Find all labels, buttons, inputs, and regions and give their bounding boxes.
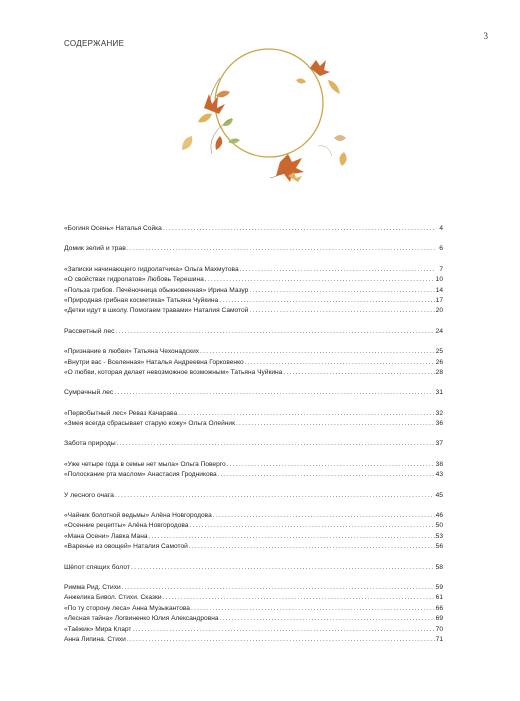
toc-entry-page: 20 (435, 307, 443, 315)
toc-entry[interactable] (64, 275, 443, 285)
toc-section (64, 265, 443, 317)
toc-section (64, 563, 443, 573)
toc-entry-title: «Лесная тайна» Логвиненко Юлия Александровна (64, 615, 219, 623)
toc-entry[interactable] (64, 614, 443, 624)
toc-dot-leader (240, 265, 436, 275)
toc-section (64, 511, 443, 553)
toc-entry-title: Анжелика Бивол. Стихи. Сказки (64, 594, 162, 602)
toc-entry-page: 17 (435, 296, 443, 304)
toc-entry-page: 14 (435, 286, 443, 294)
toc-entry-page: 70 (435, 625, 443, 633)
toc-entry[interactable] (64, 358, 443, 368)
page-number: 3 (483, 31, 488, 41)
toc-entry-page: 25 (435, 348, 443, 356)
toc-section (64, 583, 443, 645)
page-heading: СОДЕРЖАНИЕ (64, 39, 125, 48)
toc-dot-leader (245, 358, 435, 368)
toc-entry[interactable] (64, 521, 443, 531)
toc-dot-leader (218, 470, 435, 480)
toc-entry-title: Забота природы (64, 440, 116, 448)
toc-entry-title: Сумрачный лес (64, 389, 114, 397)
toc-dot-leader (227, 460, 435, 470)
toc-entry[interactable] (64, 419, 443, 429)
toc-entry[interactable] (64, 286, 443, 296)
toc-entry-title: «Таёжик» Мира Кларт (64, 625, 132, 633)
toc-section-heading[interactable] (64, 563, 443, 573)
leaf-cluster-left (182, 78, 240, 154)
toc-entry-title: «Богиня Осень» Наталья Сойка (64, 225, 162, 232)
toc-dot-leader (149, 532, 435, 542)
toc-section (64, 409, 443, 430)
toc-entry-title: «Полоскание рта маслом» Анастасия Гродникова (64, 471, 217, 479)
toc-dot-leader (219, 296, 434, 306)
toc-entry-title: «Первобытный лес» Реваз Качарава (64, 409, 178, 417)
toc-dot-leader (163, 593, 435, 603)
toc-entry-page: 4 (439, 225, 443, 232)
toc-section-heading[interactable] (64, 439, 443, 449)
toc-dot-leader (127, 244, 436, 254)
toc-entry-title: «О свойствах гидролатов» Любовь Терешина (64, 276, 204, 284)
toc-entry-page: 32 (435, 409, 443, 417)
toc-entry-page: 66 (435, 604, 443, 612)
toc-entry[interactable] (64, 296, 443, 306)
toc-entry-page: 26 (435, 358, 443, 366)
toc-entry[interactable] (64, 265, 443, 275)
toc-entry-title: Римма Рид. Стихи (64, 583, 121, 591)
toc-section (64, 491, 443, 501)
toc-section-heading[interactable] (64, 244, 443, 254)
toc-section (64, 388, 443, 398)
toc-dot-leader (122, 583, 435, 593)
toc-dot-leader (127, 635, 435, 645)
toc-dot-leader (249, 306, 434, 316)
toc-entry[interactable] (64, 583, 443, 593)
toc-section (64, 244, 443, 254)
toc-entry-title: «Признание в любви» Татьяна Чехонадских (64, 348, 200, 356)
toc-entry[interactable] (64, 593, 443, 603)
toc-dot-leader (200, 347, 435, 357)
toc-entry-page: 36 (435, 420, 443, 428)
toc-entry-title: Рассветный лес (64, 327, 115, 335)
toc-entry-page: 59 (435, 583, 443, 591)
toc-section-heading[interactable] (64, 388, 443, 398)
toc-dot-leader (163, 224, 436, 234)
table-of-contents (64, 224, 443, 655)
toc-entry-page: 56 (435, 543, 443, 551)
toc-entry-page: 46 (435, 512, 443, 520)
toc-entry-title: «Уже четыре года в семье нет мыла» Ольга Поверго (64, 460, 226, 468)
toc-entry[interactable] (64, 532, 443, 542)
toc-section (64, 460, 443, 481)
toc-entry[interactable] (64, 409, 443, 419)
toc-dot-leader (191, 604, 435, 614)
toc-entry-page: 71 (435, 635, 443, 643)
toc-dot-leader (189, 521, 434, 531)
toc-dot-leader (117, 439, 435, 449)
toc-entry[interactable] (64, 470, 443, 480)
toc-entry-page: 43 (435, 471, 443, 479)
toc-dot-leader (178, 409, 435, 419)
toc-section (64, 347, 443, 378)
toc-entry-title: Домик зелий и трав (64, 245, 126, 253)
toc-entry-page: 69 (435, 615, 443, 623)
toc-entry[interactable] (64, 224, 443, 234)
toc-entry-title: «Записки начинающего гидролатчика» Ольга Махмутова (64, 265, 239, 273)
toc-entry-page: 31 (435, 389, 443, 397)
toc-entry[interactable] (64, 347, 443, 357)
toc-section (64, 439, 443, 449)
toc-section (64, 224, 443, 234)
toc-entry-page: 45 (435, 491, 443, 499)
toc-dot-leader (114, 388, 434, 398)
toc-entry-title: «Детки идут в школу. Помогаем травами» Наталия Самотой (64, 307, 249, 315)
toc-entry-page: 53 (435, 532, 443, 540)
toc-entry-page: 38 (435, 460, 443, 468)
toc-entry-page: 10 (435, 276, 443, 284)
toc-entry-title: «Польза грибов. Печёночница обыкновенная» Ирина Мазур (64, 286, 249, 294)
toc-entry-page: 37 (435, 440, 443, 448)
toc-section-heading[interactable] (64, 327, 443, 337)
toc-entry-title: «Чайник болотной ведьмы» Алёна Новгородова (64, 512, 212, 520)
toc-dot-leader (115, 491, 434, 501)
toc-dot-leader (116, 327, 435, 337)
toc-entry[interactable] (64, 306, 443, 316)
toc-dot-leader (236, 419, 435, 429)
toc-entry-title: Анна Липина. Стихи (64, 635, 126, 643)
toc-entry-page: 6 (439, 245, 443, 253)
toc-section (64, 327, 443, 337)
toc-entry-title: «Природная грибная косметика» Татьяна Чуйкина (64, 296, 219, 304)
toc-entry[interactable] (64, 542, 443, 552)
toc-dot-leader (189, 542, 435, 552)
toc-entry-title: «Змея всегда сбрасывает старую кожу» Ольга Олейник (64, 420, 235, 428)
toc-entry[interactable] (64, 635, 443, 645)
toc-entry-title: «Осенние рецепты» Алёна Новгородова (64, 522, 189, 530)
toc-dot-leader (220, 614, 435, 624)
toc-entry-title: «О любви, которая делает невозможное возможным» Татьяна Чуйкина (64, 368, 283, 376)
toc-entry-page: 24 (435, 327, 443, 335)
toc-entry-title: «Мана Осени» Лавка Мана (64, 532, 148, 540)
toc-entry-page: 28 (435, 368, 443, 376)
toc-section-heading[interactable] (64, 491, 443, 501)
leaf-cluster-bottom (270, 154, 304, 182)
toc-entry[interactable] (64, 625, 443, 635)
toc-dot-leader (249, 286, 434, 296)
toc-entry-title: Шёпот спящих болот (64, 563, 131, 571)
toc-entry-title: «Внутри вас - Вселенная» Наталья Андреевна Горковенко (64, 358, 244, 366)
toc-entry[interactable] (64, 604, 443, 614)
toc-dot-leader (131, 563, 434, 573)
toc-entry[interactable] (64, 368, 443, 378)
toc-entry-page: 7 (439, 265, 443, 273)
toc-entry[interactable] (64, 460, 443, 470)
toc-dot-leader (132, 625, 434, 635)
toc-entry-page: 58 (435, 563, 443, 571)
toc-entry[interactable] (64, 511, 443, 521)
toc-entry-page: 61 (435, 594, 443, 602)
toc-dot-leader (213, 511, 435, 521)
toc-dot-leader (205, 275, 435, 285)
toc-entry-title: У лесного очага (64, 491, 114, 499)
toc-dot-leader (283, 368, 434, 378)
autumn-wreath-illustration (168, 46, 368, 206)
toc-entry-page: 50 (435, 522, 443, 530)
toc-entry-title: «Варенье из овощей» Наталия Самотой (64, 543, 188, 551)
toc-entry-title: «По ту сторону леса» Анна Музыкантова (64, 604, 190, 612)
